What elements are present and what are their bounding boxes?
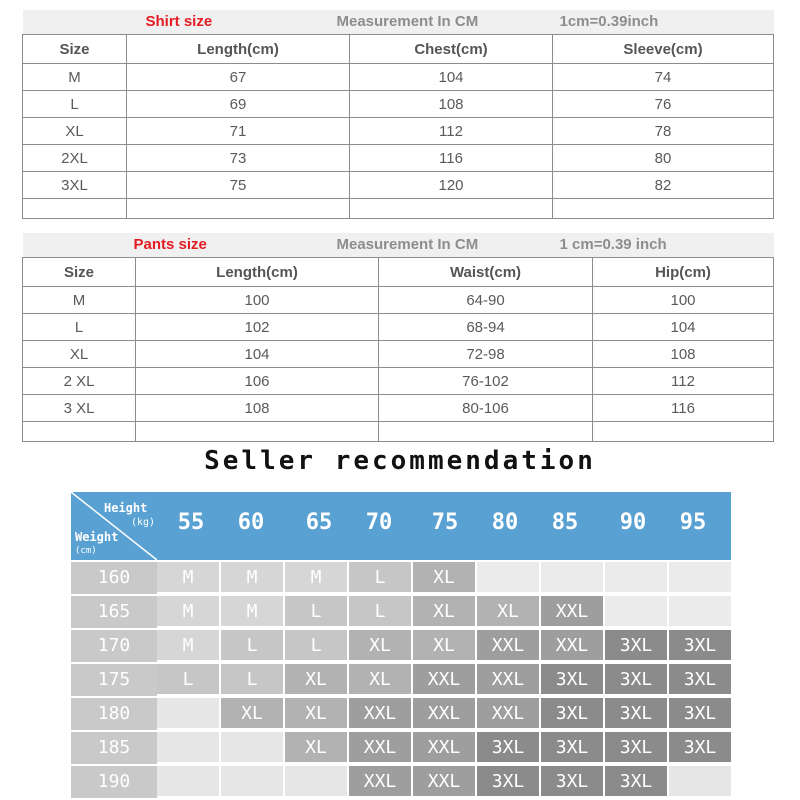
recommendation-cell (221, 732, 285, 764)
recommendation-cell: XL (413, 562, 477, 594)
table-row (23, 91, 774, 118)
shirt-header-chest: Chest(cm) (350, 35, 553, 64)
recommendation-cell: 3XL (605, 664, 669, 696)
recommendation-cell: L (221, 664, 285, 696)
recommendation-cell (157, 698, 221, 730)
recommendation-cell: XL (285, 664, 349, 696)
recommendation-cell (669, 766, 733, 798)
pants-header-size: Size (23, 258, 136, 287)
recommendation-cell: XL (413, 596, 477, 628)
shirt-conversion-label: 1cm=0.39inch (559, 13, 659, 30)
table-cell: 73 (127, 145, 350, 172)
shirt-header-sleeve: Sleeve(cm) (553, 35, 774, 64)
recommendation-cell: M (157, 596, 221, 628)
table-cell: 106 (136, 368, 379, 395)
table-row (23, 314, 774, 341)
table-cell: M (23, 64, 127, 91)
recommendation-cell: 3XL (605, 732, 669, 764)
recommendation-cell: M (285, 562, 349, 594)
recommendation-cell: XXL (349, 766, 413, 798)
recommendation-cell (157, 766, 221, 798)
recommendation-cell: 3XL (541, 698, 605, 730)
table-cell: 2 XL (23, 368, 136, 395)
table-cell: L (23, 91, 127, 118)
pants-size-title: Pants size (133, 236, 207, 253)
row-header: 180 (71, 698, 157, 730)
recommendation-cell: XL (285, 698, 349, 730)
table-cell: 3XL (23, 172, 127, 199)
pants-conversion-label: 1 cm=0.39 inch (559, 236, 667, 253)
recommendation-cell: 3XL (477, 732, 541, 764)
recommendation-cell (669, 596, 733, 628)
recommendation-cell: 3XL (477, 766, 541, 798)
recommendation-cell: L (349, 562, 413, 594)
recommendation-cell: XXL (477, 698, 541, 730)
table-row (23, 368, 774, 395)
recommendation-cell: XXL (541, 630, 605, 662)
table-cell: 71 (127, 118, 350, 145)
row-header: 190 (71, 766, 157, 798)
table-cell: 104 (350, 64, 553, 91)
recommendation-cell (541, 562, 605, 594)
recommendation-cell: XL (349, 664, 413, 696)
table-cell: 3 XL (23, 395, 136, 422)
recommendation-cell: XXL (477, 630, 541, 662)
pants-measurement-label: Measurement In CM (336, 236, 479, 253)
recommendation-cell: 3XL (605, 766, 669, 798)
recommendation-cell (669, 562, 733, 594)
table-cell: 116 (350, 145, 553, 172)
recommendation-cell: 3XL (541, 732, 605, 764)
table-cell: 100 (136, 287, 379, 314)
table-cell: 74 (553, 64, 774, 91)
column-header: 90 (619, 510, 647, 535)
column-header: 85 (551, 510, 579, 535)
recommendation-cell (285, 766, 349, 798)
shirt-measurement-label: Measurement In CM (336, 13, 479, 30)
table-cell: 75 (127, 172, 350, 199)
table-cell: 64-90 (379, 287, 593, 314)
row-header: 185 (71, 732, 157, 764)
table-cell: 108 (350, 91, 553, 118)
corner-height-label: Height (104, 501, 148, 515)
row-header: 170 (71, 630, 157, 662)
corner-cm-label: (cm) (75, 546, 97, 556)
recommendation-cell: 3XL (669, 732, 733, 764)
table-cell: 112 (350, 118, 553, 145)
recommendation-cell: M (221, 596, 285, 628)
column-header: 80 (491, 510, 519, 535)
pants-header-hip: Hip(cm) (593, 258, 774, 287)
recommendation-cell: L (349, 596, 413, 628)
recommendation-cell (477, 562, 541, 594)
seller-recommendation-title: Seller recommendation (204, 446, 596, 476)
table-cell: 78 (553, 118, 774, 145)
recommendation-cell: L (221, 630, 285, 662)
table-cell: 104 (136, 341, 379, 368)
table-row-empty (23, 422, 774, 442)
table-cell: 80-106 (379, 395, 593, 422)
shirt-size-table (22, 10, 774, 219)
table-cell: 76-102 (379, 368, 593, 395)
table-cell: XL (23, 118, 127, 145)
table-cell: 112 (593, 368, 774, 395)
recommendation-cell: XL (413, 630, 477, 662)
table-row (23, 64, 774, 91)
table-row (23, 118, 774, 145)
recommendation-cell: M (157, 562, 221, 594)
table-cell: 116 (593, 395, 774, 422)
recommendation-cell: M (221, 562, 285, 594)
column-header: 95 (679, 510, 707, 535)
table-row (23, 145, 774, 172)
table-row-empty (23, 199, 774, 219)
table-cell: XL (23, 341, 136, 368)
column-header: 55 (177, 510, 205, 535)
recommendation-cell: 3XL (605, 630, 669, 662)
table-cell: 76 (553, 91, 774, 118)
column-header: 75 (431, 510, 459, 535)
table-cell: 82 (553, 172, 774, 199)
shirt-header-size: Size (23, 35, 127, 64)
recommendation-cell: XXL (349, 698, 413, 730)
column-header: 65 (305, 510, 333, 535)
pants-header-length: Length(cm) (136, 258, 379, 287)
recommendation-cell: XL (349, 630, 413, 662)
table-cell: 100 (593, 287, 774, 314)
table-cell: 67 (127, 64, 350, 91)
corner-weight-label: Weight (75, 530, 119, 544)
shirt-size-title: Shirt size (145, 13, 213, 30)
table-cell: 68-94 (379, 314, 593, 341)
table-cell: 104 (593, 314, 774, 341)
table-cell: 69 (127, 91, 350, 118)
table-row (23, 341, 774, 368)
recommendation-cell (157, 732, 221, 764)
recommendation-cell: XXL (413, 766, 477, 798)
table-row (23, 172, 774, 199)
row-header: 160 (71, 562, 157, 594)
recommendation-cell: XXL (413, 698, 477, 730)
recommendation-cell: 3XL (669, 698, 733, 730)
recommendation-cell: M (157, 630, 221, 662)
table-cell: 108 (136, 395, 379, 422)
recommendation-grid (71, 492, 731, 798)
recommendation-cell: XXL (541, 596, 605, 628)
table-cell: 108 (593, 341, 774, 368)
recommendation-cell (605, 562, 669, 594)
recommendation-cell: 3XL (605, 698, 669, 730)
recommendation-cell: L (285, 630, 349, 662)
table-cell: L (23, 314, 136, 341)
recommendation-cell: XL (285, 732, 349, 764)
recommendation-cell: XL (477, 596, 541, 628)
row-header: 175 (71, 664, 157, 696)
table-row (23, 287, 774, 314)
row-header: 165 (71, 596, 157, 628)
recommendation-cell: XXL (349, 732, 413, 764)
shirt-header-length: Length(cm) (127, 35, 350, 64)
pants-size-table (22, 233, 774, 442)
table-cell: 120 (350, 172, 553, 199)
recommendation-cell: 3XL (669, 630, 733, 662)
recommendation-header (71, 492, 731, 560)
recommendation-cell: 3XL (541, 766, 605, 798)
table-cell: 72-98 (379, 341, 593, 368)
table-cell: 80 (553, 145, 774, 172)
recommendation-cell: XL (221, 698, 285, 730)
table-row (23, 395, 774, 422)
recommendation-cell (605, 596, 669, 628)
corner-kg-label: (kg) (131, 517, 156, 528)
recommendation-cell: L (157, 664, 221, 696)
recommendation-cell (221, 766, 285, 798)
recommendation-cell: 3XL (541, 664, 605, 696)
pants-header-waist: Waist(cm) (379, 258, 593, 287)
table-cell: M (23, 287, 136, 314)
table-cell: 102 (136, 314, 379, 341)
recommendation-cell: XXL (477, 664, 541, 696)
column-header: 70 (365, 510, 393, 535)
recommendation-cell: XXL (413, 664, 477, 696)
recommendation-cell: 3XL (669, 664, 733, 696)
recommendation-cell: XXL (413, 732, 477, 764)
recommendation-cell: L (285, 596, 349, 628)
column-header: 60 (237, 510, 265, 535)
table-cell: 2XL (23, 145, 127, 172)
